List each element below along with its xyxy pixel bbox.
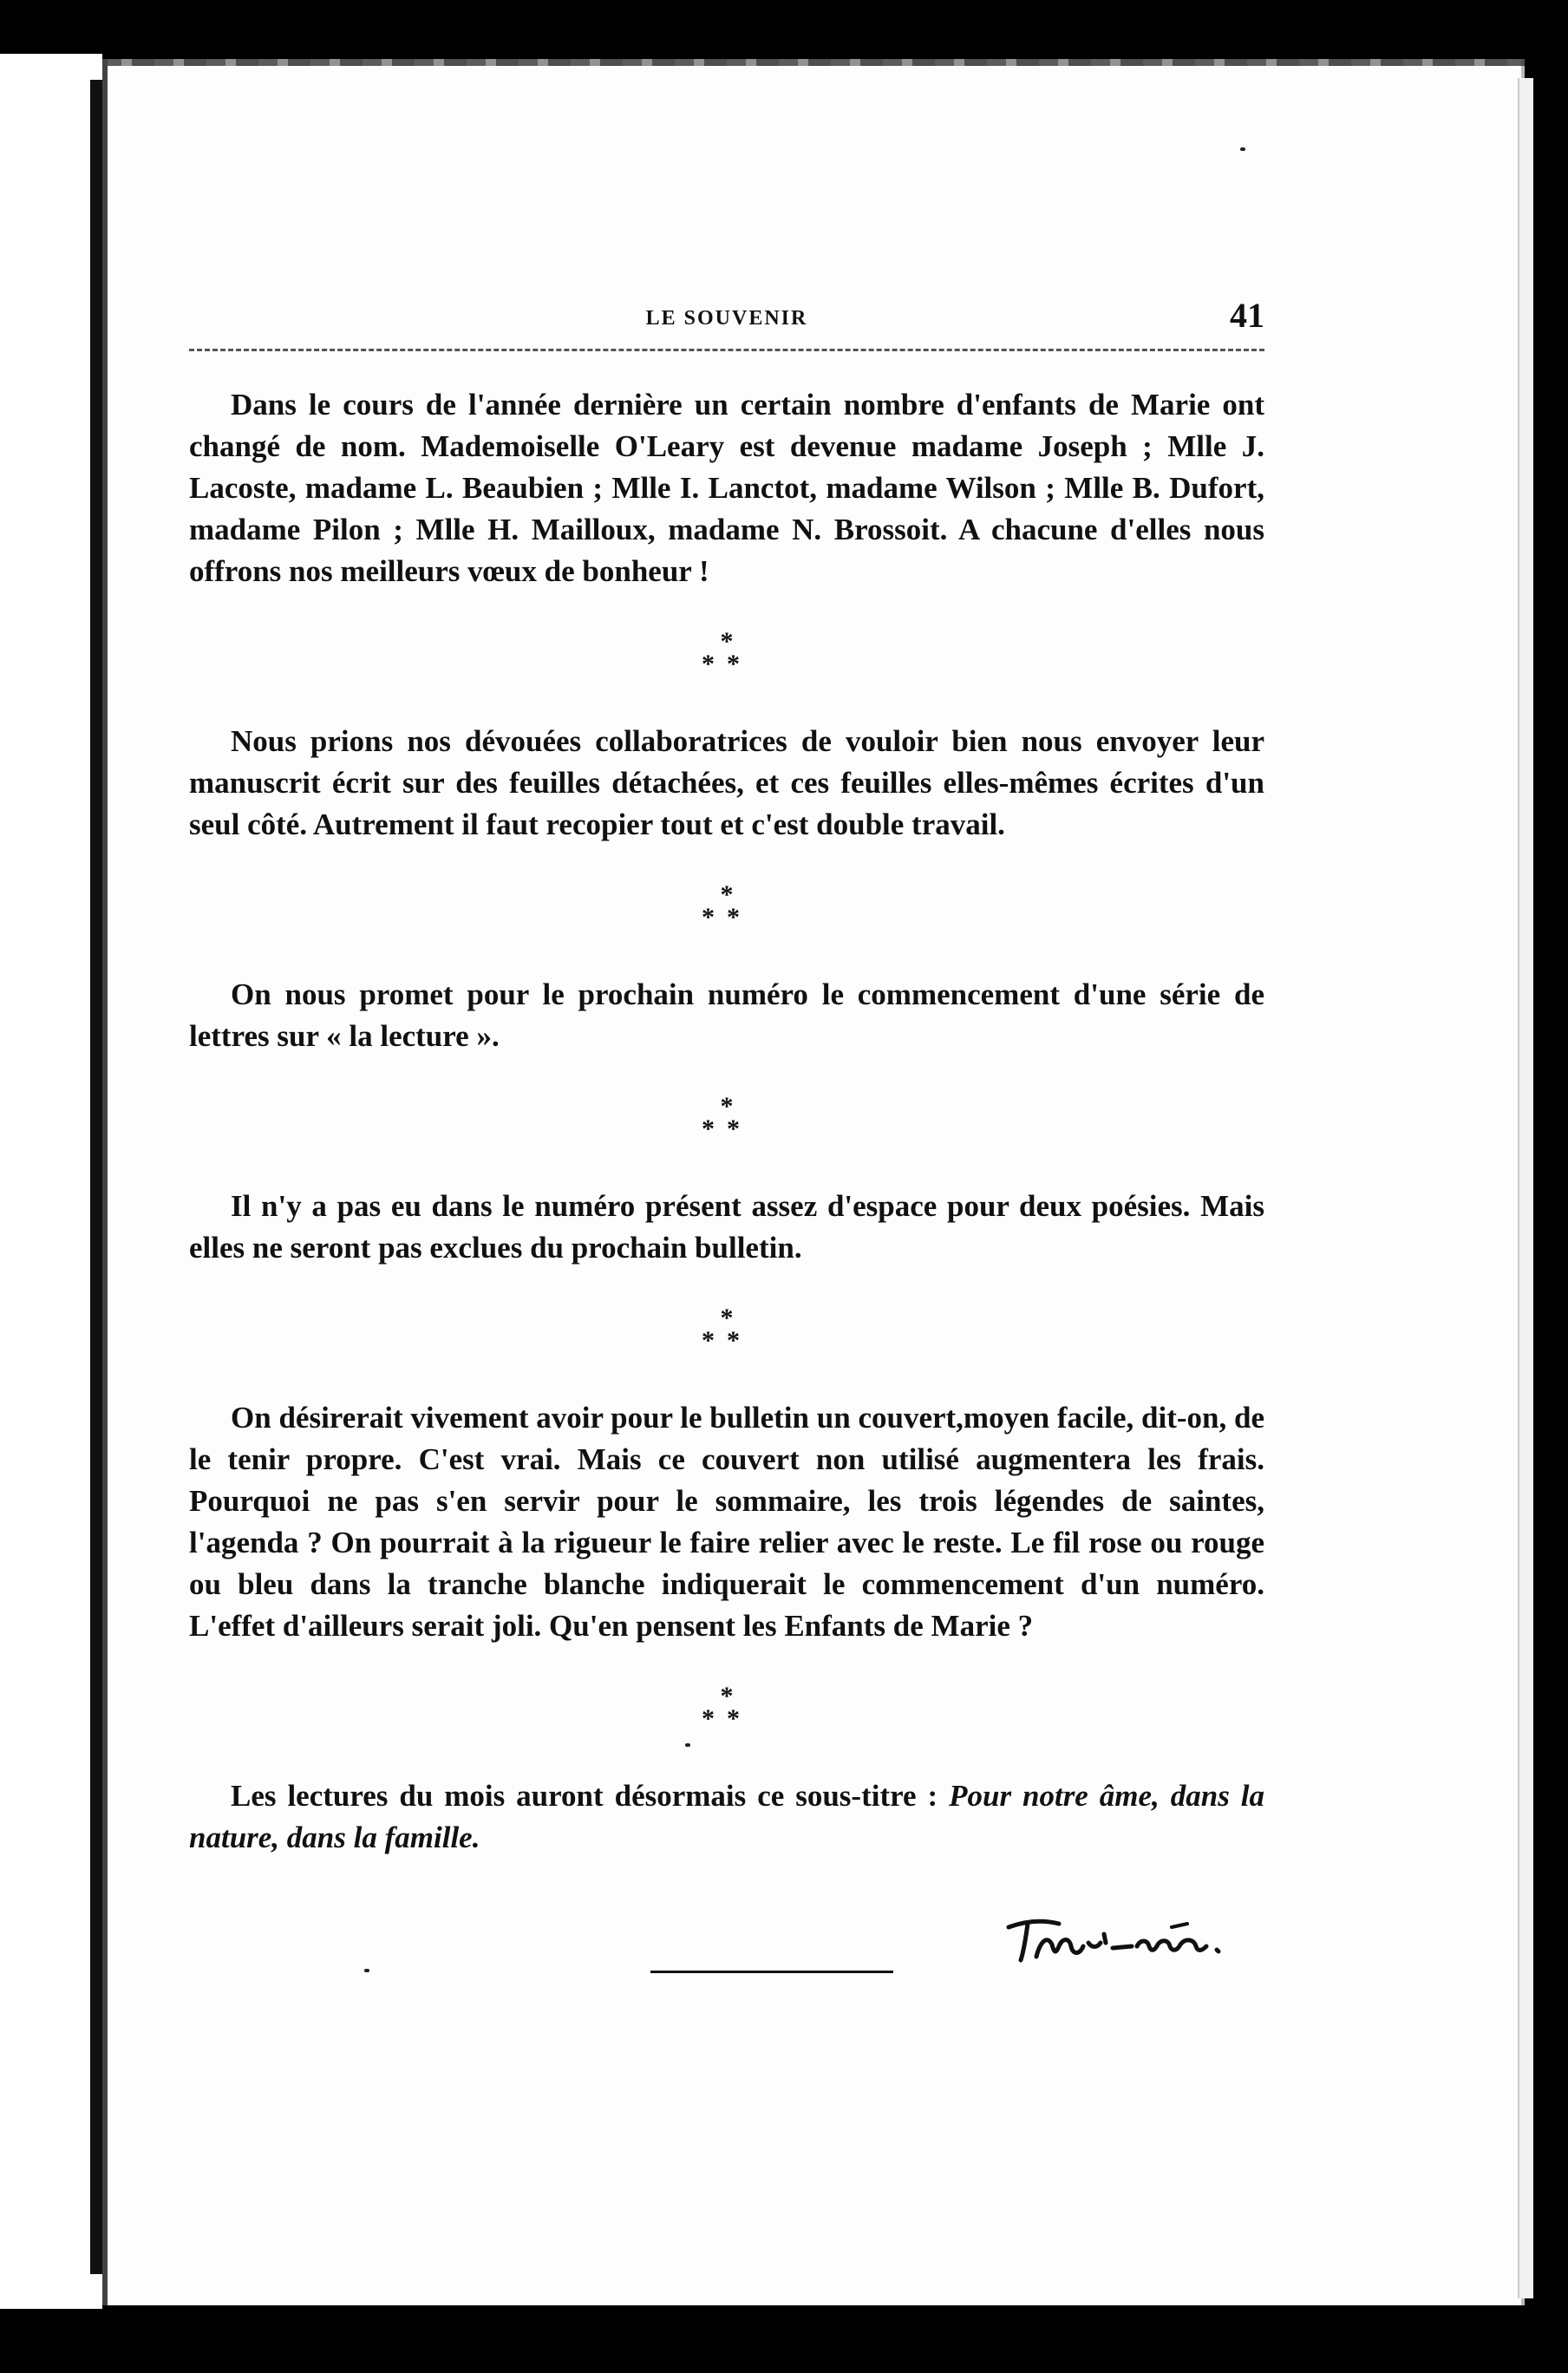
asterism-bottom-stars: ** bbox=[702, 1326, 752, 1355]
asterism-separator bbox=[189, 1092, 1264, 1147]
asterism-top-star: * bbox=[720, 1682, 734, 1710]
subtitle-italic: Pour notre âme, dans la nature, dans la famille. bbox=[189, 1779, 1264, 1854]
facing-page-edge bbox=[0, 54, 102, 2309]
handwritten-signature bbox=[1002, 1908, 1236, 1969]
subtitle-intro: Les lectures du mois auront désormais ce sous-titre : bbox=[231, 1779, 950, 1813]
header-rule bbox=[189, 349, 1264, 351]
asterism-top-star: * bbox=[720, 1304, 734, 1332]
asterism-top-star: * bbox=[720, 880, 734, 909]
paragraph-manuscripts: Nous prions nos dévouées collaboratrices de vouloir bien nous envoyer leur manuscrit écrit sur des feuilles détachées, et ces feuilles elles-mêmes écrites d'un seul côté. Autrement il faut recopier tout et c'est double travail. bbox=[189, 724, 1264, 841]
paragraph-poems: Il n'y a pas eu dans le numéro présent assez d'espace pour deux poésies. Mais elles ne seront pas exclues du prochain bulletin. bbox=[189, 1189, 1264, 1265]
scan-speck bbox=[685, 1743, 690, 1747]
page-content bbox=[189, 295, 1264, 1859]
paragraph-subtitle bbox=[189, 1775, 1264, 1859]
asterism-bottom-stars: ** bbox=[702, 650, 752, 678]
running-head bbox=[189, 295, 1264, 337]
asterism-separator bbox=[189, 627, 1264, 683]
asterism-separator bbox=[189, 880, 1264, 936]
page-fore-edge bbox=[1518, 78, 1533, 2298]
asterism-top-star: * bbox=[720, 1092, 734, 1121]
asterism-separator bbox=[189, 1304, 1264, 1359]
asterism-separator bbox=[189, 1682, 1264, 1737]
page-number: 41 bbox=[1230, 296, 1264, 335]
running-title: LE SOUVENIR bbox=[645, 307, 808, 330]
asterism-bottom-stars: ** bbox=[702, 1704, 752, 1733]
paragraph-cover: On désirerait vivement avoir pour le bulletin un couvert,moyen facile, dit-on, de le tenir propre. C'est vrai. Mais ce couvert non utilisé augmentera les frais. Pourquoi ne pas s'en servir pour le sommaire, les trois légendes de saintes, l'agenda ? On pourrait à la rigueur le faire relier avec le reste. Le fil rose ou rouge ou bleu dans la tranche blanche indiquerait le commencement d'un numéro. L'effet d'ailleurs serait joli. Qu'en pensent les Enfants de Marie ? bbox=[189, 1401, 1264, 1643]
scan-speck bbox=[1240, 147, 1245, 151]
asterism-bottom-stars: ** bbox=[702, 903, 752, 932]
asterism-bottom-stars: ** bbox=[702, 1115, 752, 1143]
asterism-top-star: * bbox=[720, 627, 734, 656]
scan-speck bbox=[364, 1969, 369, 1972]
paragraph-reading-letters: On nous promet pour le prochain numéro le commencement d'une série de lettres sur « la lecture ». bbox=[189, 977, 1264, 1053]
paragraph-name-changes: Dans le cours de l'année dernière un certain nombre d'enfants de Marie ont changé de nom. Mademoiselle O'Leary est devenue madame Joseph ; Mlle J. Lacoste, madame L. Beaubien ; Mlle I. Lanctot, madame Wilson ; Mlle B. Dufort, madame Pilon ; Mlle H. Mailloux, madame N. Brossoit. A chacune d'elles nous offrons nos meilleurs vœux de bonheur ! bbox=[189, 388, 1264, 588]
end-rule bbox=[650, 1971, 893, 1973]
